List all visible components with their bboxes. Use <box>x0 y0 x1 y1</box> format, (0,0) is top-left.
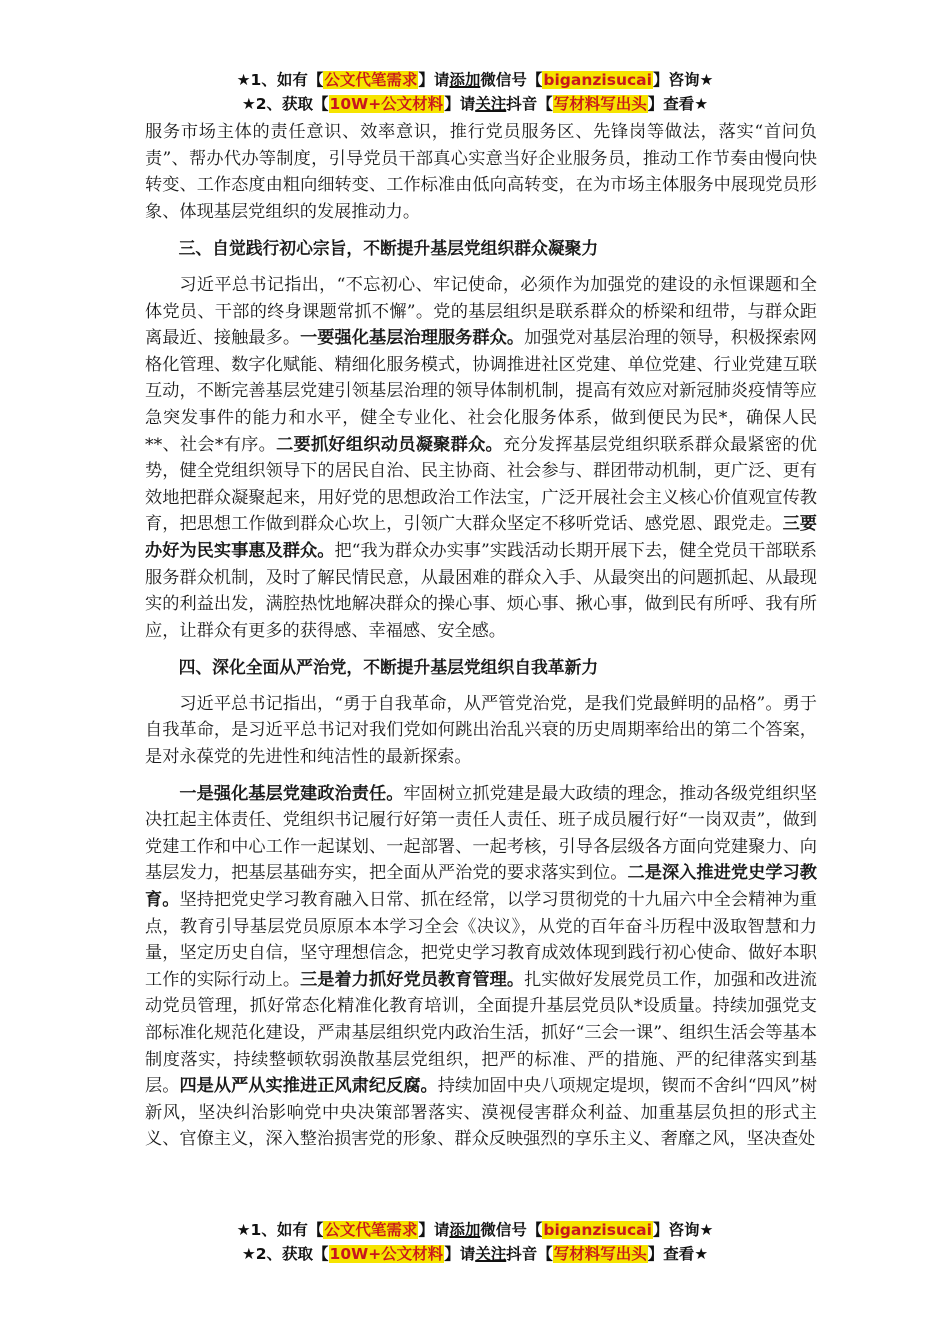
paragraph-section-4-intro: 习近平总书记指出，“勇于自我革命，从严管党治党，是我们党最鲜明的品格”。勇于自我革命，是习近平总书记对我们党如何跳出治乱兴衰的历史周期率给出的第二个答案，是对永葆党的先进性和纯洁性的最新探索。 <box>145 693 817 768</box>
banner-line-2: ★2、获取【10W+公文材料】请关注抖音【写材料写出头】查看★ <box>241 1245 709 1263</box>
banner-highlight: 写材料写出头 <box>553 95 647 113</box>
document-body <box>145 119 817 1153</box>
banner-highlight: 公文代笔需求 <box>324 71 418 89</box>
banner-line-1: ★1、如有【公文代笔需求】请添加微信号【biganzisucai】咨询★ <box>236 71 714 89</box>
banner-line-2: ★2、获取【10W+公文材料】请关注抖音【写材料写出头】查看★ <box>241 95 709 113</box>
banner-highlight: 公文代笔需求 <box>324 1221 418 1239</box>
paragraph-section-3: 习近平总书记指出，“不忘初心、牢记使命，必须作为加强党的建设的永恒课题和全体党员、干部的终身课题常抓不懈”。党的基层组织是联系群众的桥梁和纽带，与群众距离最近、接触最多。一要强化基层治理服务群众。加强党对基层治理的领导，积极探索网格化管理、数字化赋能、精细化服务模式，协调推进社区党建、单位党建、行业党建互联互动，不断完善基层党建引领基层治理的领导体制机制，提高有效应对新冠肺炎疫情等应急突发事件的能力和水平，健全专业化、社会化服务体系，做到便民为民*，确保人民**、社会*有序。二要抓好组织动员凝聚群众。充分发挥基层党组织联系群众最紧密的优势，健全党组织领导下的居民自治、民主协商、社会参与、群团带动机制，更广泛、更有效地把群众凝聚起来，用好党的思想政治工作法宝，广泛开展社会主义核心价值观宣传教育，把思想工作做到群众心坎上，引领广大群众坚定不移听党话、感党恩、跟党走。三要办好为民实事惠及群众。把“我为群众办实事”实践活动长期开展下去，健全党员干部联系服务群众机制，及时了解民情民意，从最困难的群众入手、从最突出的问题抓起、从最现实的利益出发，满腔热忱地解决群众的操心事、烦心事、揪心事，做到民有所呼、我有所应，让群众有更多的获得感、幸福感、安全感。 <box>145 274 817 641</box>
banner-highlight: 10W+公文材料 <box>329 1245 444 1263</box>
banner-highlight: biganzisucai <box>543 71 652 89</box>
paragraph-continuation: 服务市场主体的责任意识、效率意识，推行党员服务区、先锋岗等做法，落实“首问负责”、帮办代办等制度，引导党员干部真心实意当好企业服务员，推动工作节奏由慢向快转变、工作态度由粗向细转变、工作标准由低向高转变，在为市场主体服务中展现党员形象、体现基层党组织的发展推动力。 <box>145 122 817 222</box>
banner-highlight: 写材料写出头 <box>553 1245 647 1263</box>
section-heading-3: 三、自觉践行初心宗旨，不断提升基层党组织群众凝聚力 <box>178 238 599 259</box>
footer-banner <box>0 1218 950 1266</box>
banner-line-1: ★1、如有【公文代笔需求】请添加微信号【biganzisucai】咨询★ <box>236 1221 714 1239</box>
section-heading-4: 四、深化全面从严治党，不断提升基层党组织自我革新力 <box>178 657 599 678</box>
banner-highlight: 10W+公文材料 <box>329 95 444 113</box>
banner-highlight: biganzisucai <box>543 1221 652 1239</box>
paragraph-section-4-body: 一是强化基层党建政治责任。牢固树立抓党建是最大政绩的理念，推动各级党组织坚决扛起主体责任、党组织书记履行好第一责任人责任、班子成员履行好“一岗双责”，做到党建工作和中心工作一起谋划、一起部署、一起考核，引导各层级各方面向党建聚力、向基层发力，把基层基础夯实，把全面从严治党的要求落实到位。二是深入推进党史学习教育。坚持把党史学习教育融入日常、抓在经常，以学习贯彻党的十九届六中全会精神为重点，教育引导基层党员原原本本学习全会《决议》，从党的百年奋斗历程中汲取智慧和力量，坚定历史自信，坚守理想信念，把党史学习教育成效体现到践行初心使命、做好本职工作的实际行动上。三是着力抓好党员教育管理。扎实做好发展党员工作，加强和改进流动党员管理，抓好常态化精准化教育培训，全面提升基层党员队*设质量。持续加强党支部标准化规范化建设，严肃基层组织党内政治生活，抓好“三会一课”、组织生活会等基本制度落实，持续整顿软弱涣散基层党组织，把严的标准、严的措施、严的纪律落实到基层。四是从严从实推进正风肃纪反腐。持续加固中央八项规定堤坝，锲而不舍纠“四风”树新风，坚决纠治影响党中央决策部署落实、漠视侵害群众利益、加重基层负担的形式主义、官僚主义，深入整治损害党的形象、群众反映强烈的享乐主义、奢靡之风，坚决查处 <box>145 783 817 1150</box>
header-banner <box>0 68 950 116</box>
